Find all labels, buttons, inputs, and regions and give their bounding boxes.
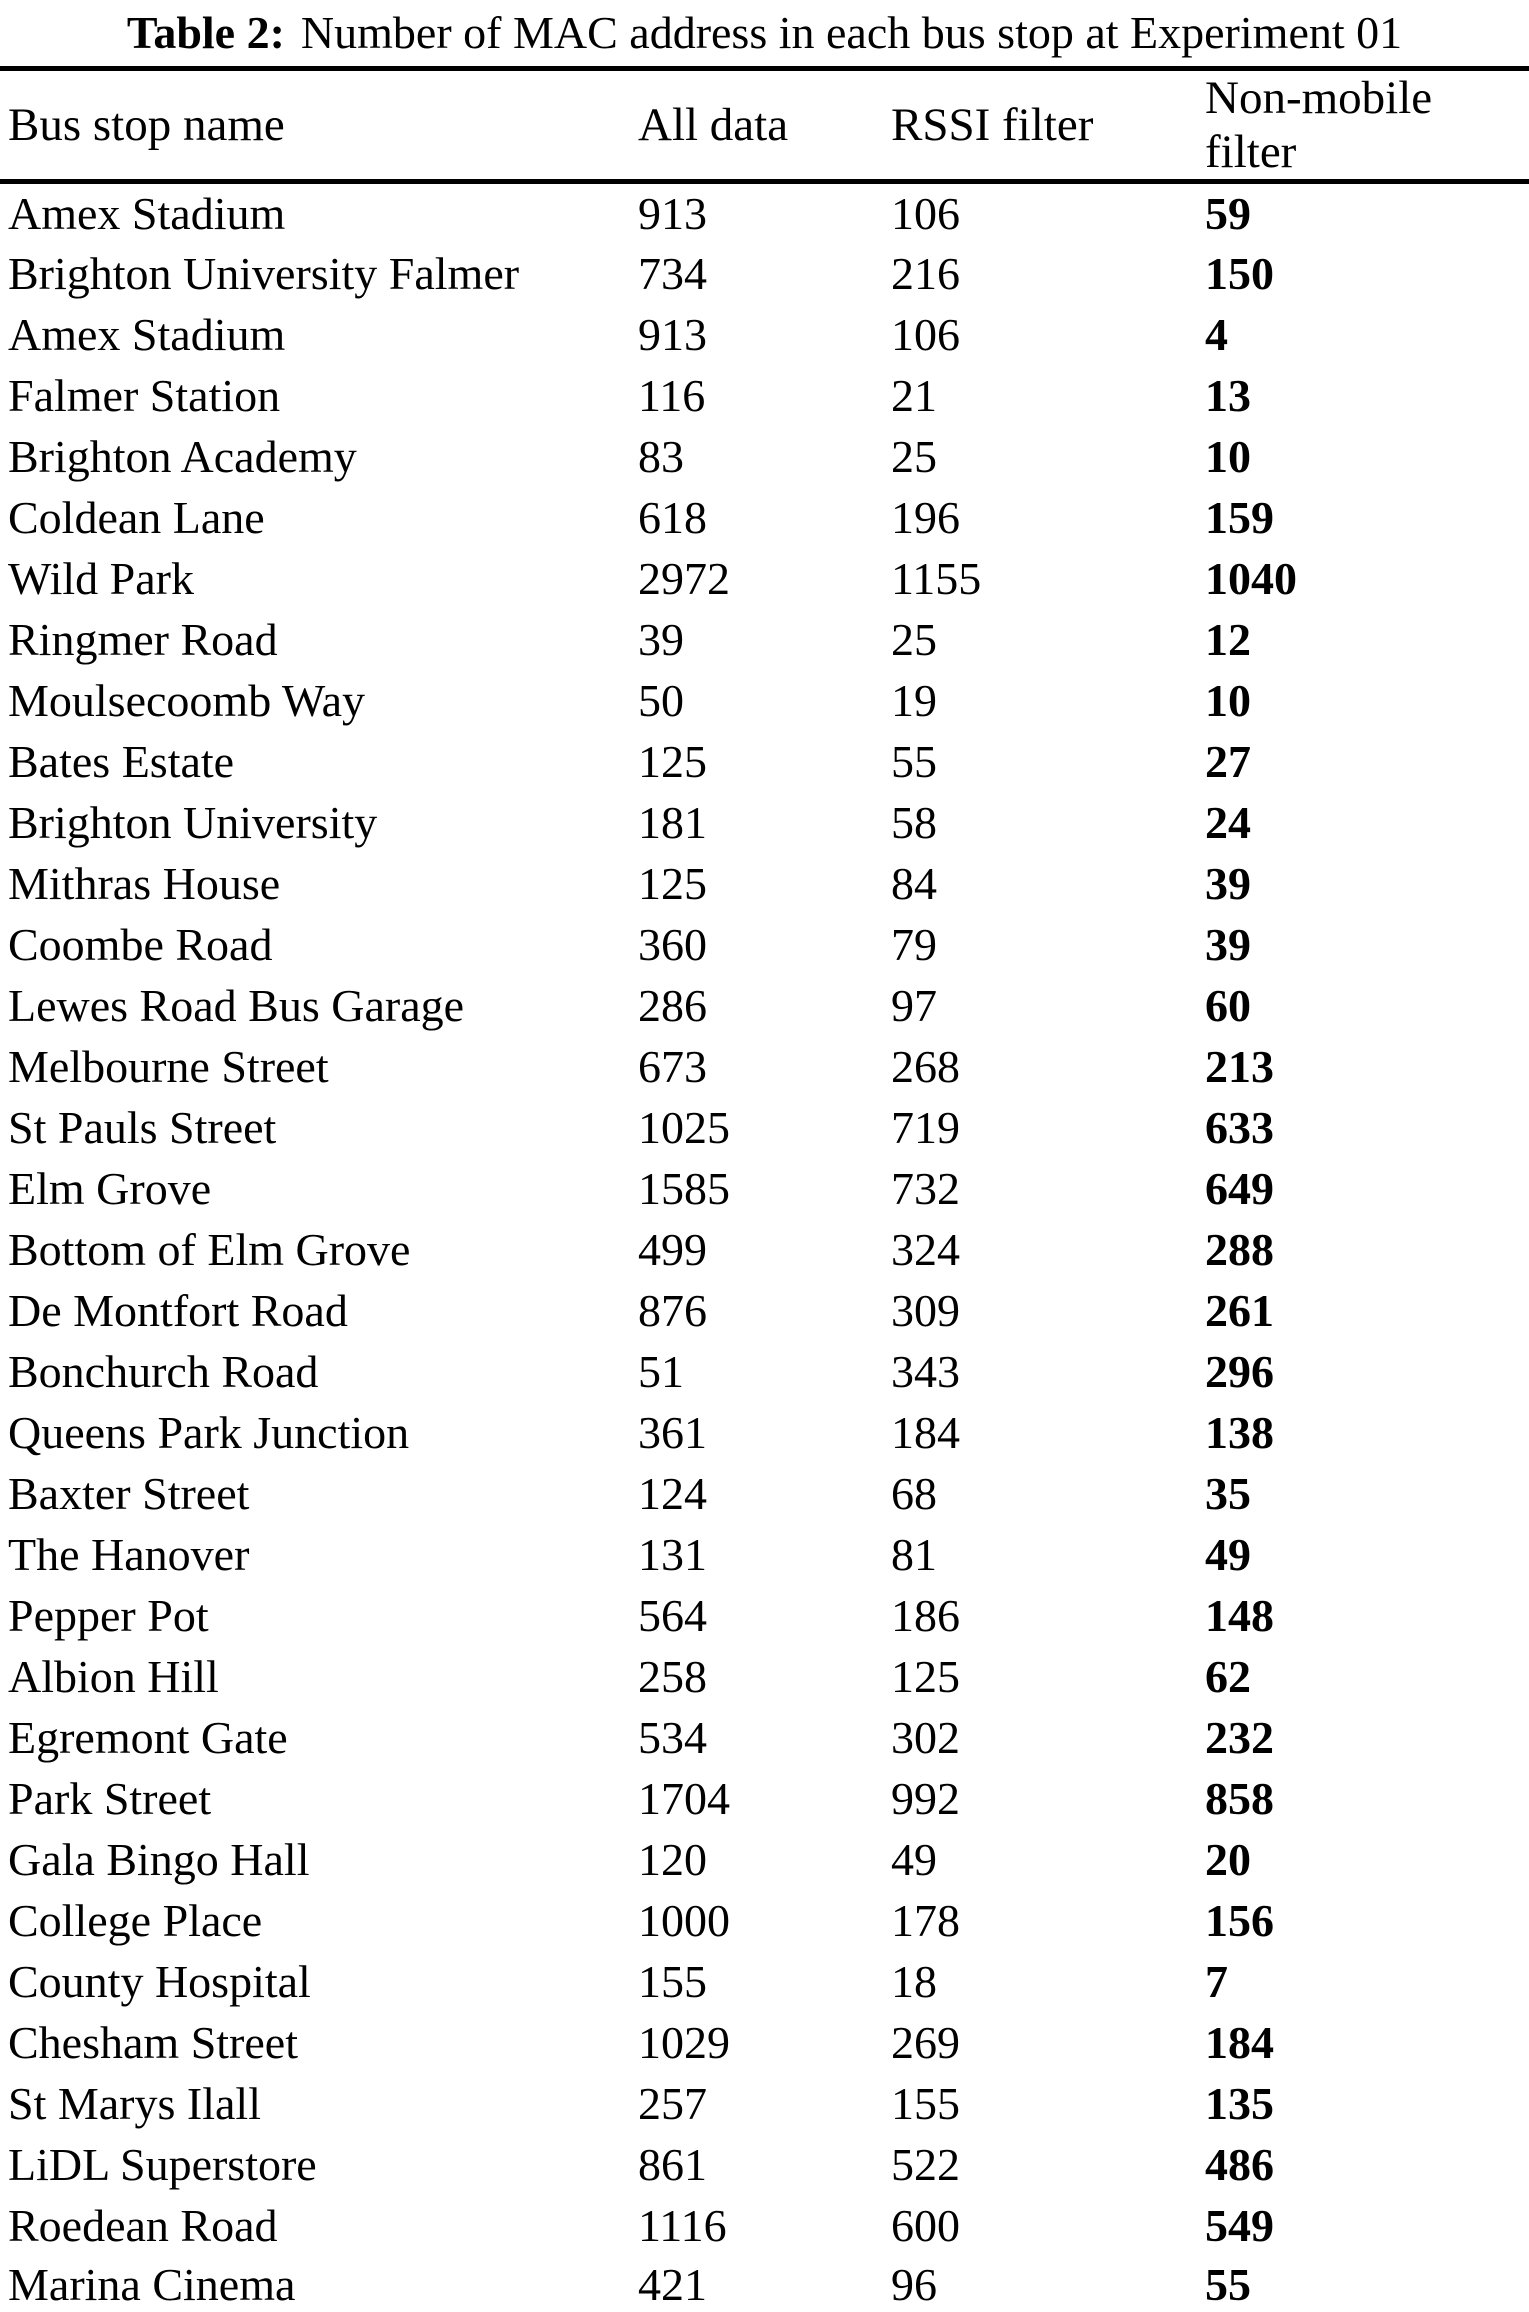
cell-all-data: 155: [638, 1955, 707, 2007]
table-row: [0, 1463, 1529, 1524]
cell-rssi-filter: 18: [891, 1955, 937, 2007]
table-row: [0, 2073, 1529, 2134]
cell-all-data: 125: [638, 735, 707, 787]
table-row: [0, 975, 1529, 1036]
cell-rssi-filter: 1155: [891, 552, 982, 604]
table-row: [0, 182, 1529, 243]
cell-all-data: 125: [638, 857, 707, 909]
cell-all-data: 618: [638, 491, 707, 543]
cell-rssi-filter: 96: [891, 2258, 937, 2310]
cell-bus-stop-name: Amex Stadium: [8, 187, 286, 239]
cell-non-mobile-filter: 159: [1205, 491, 1274, 543]
table-row: [0, 243, 1529, 304]
table-row: [0, 1097, 1529, 1158]
cell-all-data: 534: [638, 1711, 707, 1763]
cell-rssi-filter: 155: [891, 2077, 960, 2129]
cell-non-mobile-filter: 288: [1205, 1223, 1274, 1275]
table-row: [0, 1341, 1529, 1402]
cell-non-mobile-filter: 184: [1205, 2016, 1274, 2068]
cell-bus-stop-name: Albion Hill: [8, 1650, 219, 1702]
cell-non-mobile-filter: 12: [1205, 613, 1251, 665]
cell-bus-stop-name: Coldean Lane: [8, 491, 265, 543]
cell-non-mobile-filter: 10: [1205, 430, 1251, 482]
table-row: [0, 853, 1529, 914]
table-row: [0, 304, 1529, 365]
cell-rssi-filter: 125: [891, 1650, 960, 1702]
table-row: [0, 1280, 1529, 1341]
cell-all-data: 39: [638, 613, 684, 665]
table-row: [0, 365, 1529, 426]
cell-bus-stop-name: Moulsecoomb Way: [8, 674, 366, 726]
cell-all-data: 499: [638, 1223, 707, 1275]
cell-rssi-filter: 302: [891, 1711, 960, 1763]
cell-all-data: 258: [638, 1650, 707, 1702]
cell-bus-stop-name: Egremont Gate: [8, 1711, 288, 1763]
table-row: [0, 2012, 1529, 2073]
table-caption-label: Table 2:: [126, 7, 285, 58]
cell-all-data: 1025: [638, 1101, 730, 1153]
cell-rssi-filter: 522: [891, 2138, 960, 2190]
cell-non-mobile-filter: 27: [1205, 735, 1251, 787]
table-row: [0, 914, 1529, 975]
cell-bus-stop-name: Melbourne Street: [8, 1040, 329, 1092]
table-row: [0, 1707, 1529, 1768]
cell-bus-stop-name: Elm Grove: [8, 1162, 212, 1214]
cell-bus-stop-name: Bottom of Elm Grove: [8, 1223, 411, 1275]
cell-non-mobile-filter: 10: [1205, 674, 1251, 726]
cell-rssi-filter: 269: [891, 2016, 960, 2068]
cell-non-mobile-filter: 1040: [1205, 552, 1297, 604]
table-row: [0, 609, 1529, 670]
cell-rssi-filter: 343: [891, 1345, 960, 1397]
cell-all-data: 2972: [638, 552, 730, 604]
cell-rssi-filter: 732: [891, 1162, 960, 1214]
table-row: [0, 1890, 1529, 1951]
cell-all-data: 83: [638, 430, 684, 482]
cell-rssi-filter: 268: [891, 1040, 960, 1092]
cell-all-data: 120: [638, 1833, 707, 1885]
table-row: [0, 2256, 1529, 2312]
cell-bus-stop-name: The Hanover: [8, 1528, 250, 1580]
cell-rssi-filter: 309: [891, 1284, 960, 1336]
cell-bus-stop-name: Falmer Station: [8, 369, 281, 421]
cell-non-mobile-filter: 39: [1205, 918, 1251, 970]
cell-all-data: 734: [638, 247, 707, 299]
table-row: [0, 1646, 1529, 1707]
cell-non-mobile-filter: 150: [1205, 247, 1274, 299]
cell-bus-stop-name: Coombe Road: [8, 918, 273, 970]
cell-non-mobile-filter: 135: [1205, 2077, 1274, 2129]
cell-bus-stop-name: Amex Stadium: [8, 308, 286, 360]
cell-rssi-filter: 324: [891, 1223, 960, 1275]
cell-bus-stop-name: Brighton University Falmer: [8, 247, 520, 299]
cell-non-mobile-filter: 858: [1205, 1772, 1274, 1824]
cell-rssi-filter: 186: [891, 1589, 960, 1641]
cell-bus-stop-name: Brighton University: [8, 796, 378, 848]
cell-non-mobile-filter: 261: [1205, 1284, 1274, 1336]
cell-rssi-filter: 196: [891, 491, 960, 543]
cell-all-data: 131: [638, 1528, 707, 1580]
cell-rssi-filter: 21: [891, 369, 937, 421]
cell-non-mobile-filter: 232: [1205, 1711, 1274, 1763]
table-row: [0, 2134, 1529, 2195]
cell-rssi-filter: 25: [891, 430, 937, 482]
table-row: [0, 1219, 1529, 1280]
cell-all-data: 673: [638, 1040, 707, 1092]
cell-non-mobile-filter: 633: [1205, 1101, 1274, 1153]
column-header-rssi-filter: RSSI filter: [891, 99, 1094, 151]
cell-all-data: 1029: [638, 2016, 730, 2068]
cell-non-mobile-filter: 7: [1205, 1955, 1228, 2007]
table-row: [0, 1829, 1529, 1890]
cell-all-data: 1704: [638, 1772, 730, 1824]
cell-all-data: 861: [638, 2138, 707, 2190]
cell-non-mobile-filter: 138: [1205, 1406, 1274, 1458]
cell-rssi-filter: 19: [891, 674, 937, 726]
cell-all-data: 1585: [638, 1162, 730, 1214]
table-caption-text: Number of MAC address in each bus stop at Experiment 01: [300, 7, 1403, 58]
table-row: [0, 1402, 1529, 1463]
cell-non-mobile-filter: 39: [1205, 857, 1251, 909]
column-header-bus-stop-name: Bus stop name: [8, 99, 285, 151]
cell-all-data: 1116: [638, 2199, 727, 2251]
cell-rssi-filter: 58: [891, 796, 937, 848]
cell-non-mobile-filter: 649: [1205, 1162, 1274, 1214]
cell-all-data: 50: [638, 674, 684, 726]
cell-rssi-filter: 106: [891, 187, 960, 239]
table-row: [0, 426, 1529, 487]
cell-bus-stop-name: Wild Park: [8, 552, 194, 604]
cell-bus-stop-name: College Place: [8, 1894, 263, 1946]
cell-rssi-filter: 106: [891, 308, 960, 360]
cell-bus-stop-name: Queens Park Junction: [8, 1406, 410, 1458]
cell-non-mobile-filter: 49: [1205, 1528, 1251, 1580]
cell-all-data: 286: [638, 979, 707, 1031]
cell-bus-stop-name: Brighton Academy: [8, 430, 357, 482]
cell-all-data: 913: [638, 308, 707, 360]
cell-rssi-filter: 97: [891, 979, 937, 1031]
cell-bus-stop-name: Chesham Street: [8, 2016, 298, 2068]
table-row: [0, 1768, 1529, 1829]
table-row: [0, 1951, 1529, 2012]
cell-rssi-filter: 68: [891, 1467, 937, 1519]
cell-all-data: 421: [638, 2258, 707, 2310]
cell-non-mobile-filter: 59: [1205, 187, 1251, 239]
cell-non-mobile-filter: 296: [1205, 1345, 1274, 1397]
cell-bus-stop-name: Marina Cinema: [8, 2258, 296, 2310]
table-row: [0, 487, 1529, 548]
column-header-non-mobile-filter: Non-mobile filter: [1205, 72, 1433, 178]
table-row: [0, 731, 1529, 792]
cell-non-mobile-filter: 549: [1205, 2199, 1274, 2251]
cell-bus-stop-name: LiDL Superstore: [8, 2138, 317, 2190]
cell-rssi-filter: 49: [891, 1833, 937, 1885]
table-row: [0, 1158, 1529, 1219]
cell-all-data: 116: [638, 369, 706, 421]
cell-bus-stop-name: Ringmer Road: [8, 613, 278, 665]
table-header: [0, 69, 1529, 182]
cell-non-mobile-filter: 20: [1205, 1833, 1251, 1885]
cell-bus-stop-name: Roedean Road: [8, 2199, 278, 2251]
cell-all-data: 51: [638, 1345, 684, 1397]
cell-non-mobile-filter: 148: [1205, 1589, 1274, 1641]
table-row: [0, 1524, 1529, 1585]
cell-non-mobile-filter: 35: [1205, 1467, 1251, 1519]
cell-bus-stop-name: Park Street: [8, 1772, 212, 1824]
cell-all-data: 360: [638, 918, 707, 970]
cell-all-data: 181: [638, 796, 707, 848]
cell-bus-stop-name: Baxter Street: [8, 1467, 250, 1519]
cell-rssi-filter: 216: [891, 247, 960, 299]
table-row: [0, 2195, 1529, 2256]
cell-bus-stop-name: Bonchurch Road: [8, 1345, 319, 1397]
cell-bus-stop-name: County Hospital: [8, 1955, 311, 2007]
cell-bus-stop-name: Pepper Pot: [8, 1589, 209, 1641]
cell-all-data: 913: [638, 187, 707, 239]
cell-rssi-filter: 600: [891, 2199, 960, 2251]
cell-all-data: 361: [638, 1406, 707, 1458]
table-row: [0, 792, 1529, 853]
cell-rssi-filter: 719: [891, 1101, 960, 1153]
cell-non-mobile-filter: 4: [1205, 308, 1228, 360]
cell-non-mobile-filter: 62: [1205, 1650, 1251, 1702]
cell-non-mobile-filter: 156: [1205, 1894, 1274, 1946]
cell-all-data: 876: [638, 1284, 707, 1336]
cell-bus-stop-name: Mithras House: [8, 857, 281, 909]
cell-rssi-filter: 79: [891, 918, 937, 970]
cell-non-mobile-filter: 13: [1205, 369, 1251, 421]
cell-rssi-filter: 184: [891, 1406, 960, 1458]
cell-non-mobile-filter: 55: [1205, 2258, 1251, 2310]
cell-bus-stop-name: Gala Bingo Hall: [8, 1833, 310, 1885]
cell-all-data: 124: [638, 1467, 707, 1519]
mac-address-table: [0, 66, 1529, 2312]
cell-bus-stop-name: Bates Estate: [8, 735, 235, 787]
table-row: [0, 1585, 1529, 1646]
cell-non-mobile-filter: 213: [1205, 1040, 1274, 1092]
cell-all-data: 1000: [638, 1894, 730, 1946]
cell-rssi-filter: 992: [891, 1772, 960, 1824]
table-row: [0, 548, 1529, 609]
cell-non-mobile-filter: 486: [1205, 2138, 1274, 2190]
cell-rssi-filter: 84: [891, 857, 937, 909]
cell-rssi-filter: 25: [891, 613, 937, 665]
table-body: [0, 182, 1529, 2312]
cell-all-data: 257: [638, 2077, 707, 2129]
column-header-all-data: All data: [638, 99, 789, 151]
cell-rssi-filter: 55: [891, 735, 937, 787]
cell-rssi-filter: 81: [891, 1528, 937, 1580]
cell-all-data: 564: [638, 1589, 707, 1641]
table-row: [0, 1036, 1529, 1097]
header-row: [0, 69, 1529, 182]
table-caption: [0, 0, 1529, 66]
cell-bus-stop-name: De Montfort Road: [8, 1284, 348, 1336]
table-row: [0, 670, 1529, 731]
cell-non-mobile-filter: 60: [1205, 979, 1251, 1031]
cell-bus-stop-name: St Marys Ilall: [8, 2077, 261, 2129]
cell-bus-stop-name: St Pauls Street: [8, 1101, 277, 1153]
cell-bus-stop-name: Lewes Road Bus Garage: [8, 979, 465, 1031]
cell-non-mobile-filter: 24: [1205, 796, 1251, 848]
cell-rssi-filter: 178: [891, 1894, 960, 1946]
